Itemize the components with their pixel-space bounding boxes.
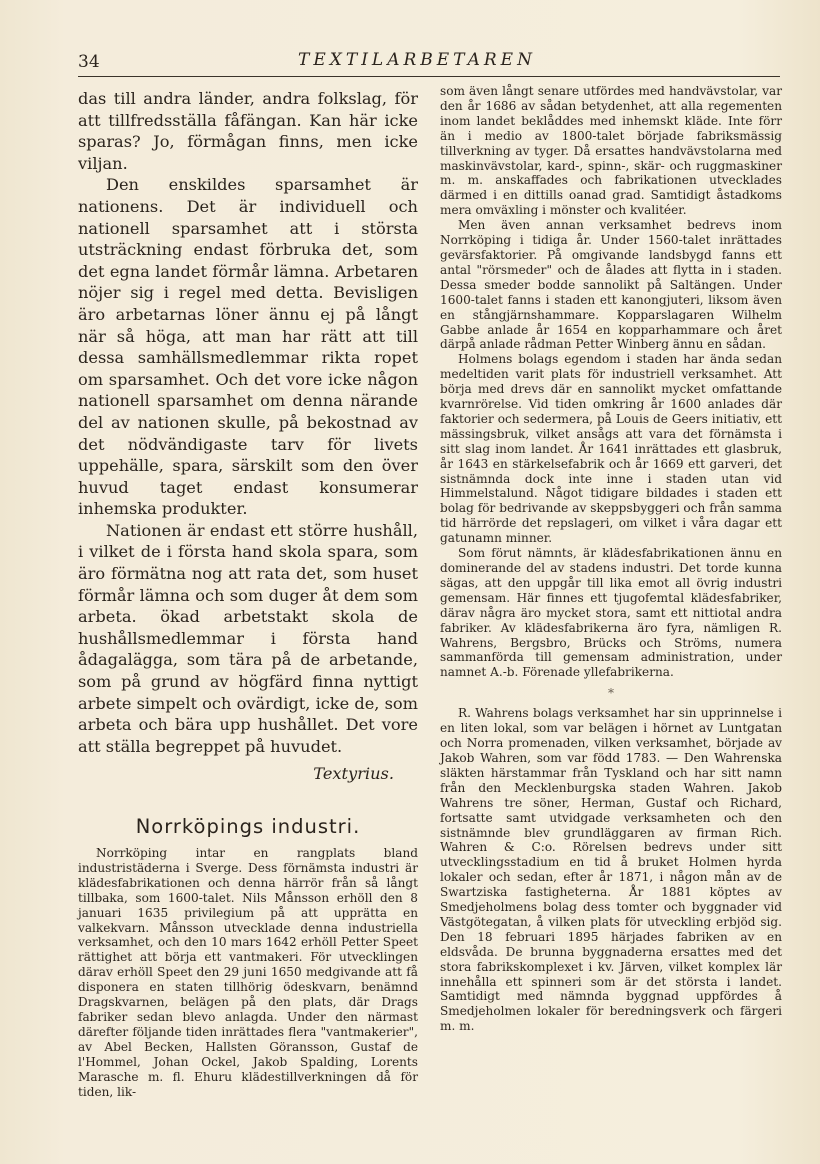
article-paragraph: Som förut nämnts, är klädesfabrikationen ännu en dominerande del av stadens industri. Det torde kunna sägas, att den uppgår till lika emot all övrig industri gemensam. Här finnes ett tjugofemtal klädesfabriker, därav några äro mycket stora, samt ett nittiotal andra fabriker. Av klädesfabrikerna äro fyra, nämligen R. Wahrens, Bergsbro, Brücks och Ströms, numera sammanförda till gemensam administration, under namnet A.-b. Förenade yllefabrikerna.	[440, 546, 782, 680]
article-paragraph: Holmens bolags egendom i staden har ända sedan medeltiden varit plats för industriell verksamhet. Att börja med drevs där en sannolikt mycket omfattande kvarnrörelse. Vid tiden omkring år 1600 anlades där faktorier och sedermera, på Louis de Geers initiativ, ett mässingsbruk, vilket ansågs att vara det förnämsta i sitt slag inom landet. År 1641 inrättades ett glasbruk, år 1643 en stärkelsefabrik och år 1669 ett garveri, det sistnämnda dock inte inne i staden utan vid Himmelstalund. Något tidigare bildades i staden ett bolag för bedrivande av skeppsbyggeri och från samma tid härrörde det repslageri, om vilket i våra dagar ett gatunamn minner.	[440, 352, 782, 546]
page-header	[78, 50, 780, 77]
page-number: 34	[78, 52, 100, 72]
article-paragraph: R. Wahrens bolags verksamhet har sin upprinnelse i en liten lokal, som var belägen i hörnet av Luntgatan och Norra promenaden, vilken verksamhet, började av Jakob Wahren, som var född 1783. — Den Wahrenska släkten härstammar från Tyskland och har sitt namn från den Mecklenburgska staden Wahren. Jakob Wahrens tre söner, Herman, Gustaf och Richard, fortsatte samt utvidgade verksamheten och den sistnämnde blev grundläggaren av firman Rich. Wahren & C:o. Rörelsen bedrevs under sitt utvecklingsstadium en tid å bruket Holmen hyrda lokaler och sedan, efter år 1871, i någon mån av de Swartziska fastigheterna. År 1881 köptes av Smedjeholmens bolag dess tomter och byggnader vid Västgötegatan, å vilken plats för utveckling erbjöd sig. Den 18 februari 1895 härjades fabriken av en eldsvåda. De brunna byggnaderna ersattes med det stora fabrikskomplexet i kv. Järven, vilket komplex lär innehålla ett spinneri som är det största i landet. Samtidigt med nämnda byggnad uppfördes å Smedjeholmen lokaler för beredningsverk och färgeri m. m.	[440, 706, 782, 1034]
essay-paragraph: das till andra länder, andra folkslag, för att tillfredsställa fåfängan. Kan här icke sparas? Jo, förmågan finns, men icke viljan.	[78, 89, 418, 173]
essay-paragraph: Nationen är endast ett större hushåll, i vilket de i första hand skola spara, som äro förmätna nog att rata det, som huset förmår lämna och som duger åt dem som arbeta. ökad arbetstakt skola de hushållsmedlemmar i första hand ådagalägga, som tära på de arbetande, som på grund av högfärd finna nyttigt arbete simpelt och ovärdigt, icke de, som arbeta och bära upp hushållet. Det vore att ställa begreppet på huvudet.	[78, 520, 418, 756]
article-right-column	[440, 84, 782, 1034]
essay-paragraph: Den enskildes sparsamhet är nationens. Det är individuell och nationell sparsamhet att i största utsträckning endast förbruka det, som det egna landet förmår lämna. Arbetaren nöjer sig i regel med detta. Bevisligen äro arbetarnas löner ännu ej på långt när så höga, att man har rätt att till dessa samhällsmedlemmar rikta ropet om sparsamhet. Och det vore icke någon nationell sparsamhet om denna närande del av nationen skulle, på bekostnad av det nödvändigaste tarv för livets uppehälle, spara, särskilt som den över huvud taget endast konsumerar inhemska produkter.	[78, 175, 418, 519]
article-paragraph: Men även annan verksamhet bedrevs inom Norrköping i tidiga år. Under 1560-talet inrättades gevärsfaktorier. På omgivande landsbygd fanns ett antal "rörsmeder" och de ålades att flytta in i staden. Dessa smeder bodde sannolikt på Saltängen. Under 1600-talet fanns i staden ett kanongjuteri, liksom även en stångjärnshammare. Kopparslagaren Wilhelm Gabbe anlade år 1654 en kopparhammare och året därpå anlade rådman Petter Winberg ännu en sådan.	[440, 218, 782, 352]
running-title: TEXTILARBETAREN	[298, 50, 536, 70]
article-paragraph: som även långt senare utfördes med handvävstolar, var den år 1686 av sådan betydenhet, att alla regementen inom landet beklåddes med inhemskt kläde. Inte förr än i medio av 1800-talet började fabriksmässig tillverkning av tyger. Då ersattes handvävstolarna med maskinvävstolar, kard-, spinn-, skär- och ruggmaskiner m. m. anskaffades och fabrikationen utvecklades därmed i en dittills oanad grad. Samtidigt åstadkoms mera omväxling i mönster och kvalitéer.	[440, 84, 782, 218]
article-paragraph: Norrköping intar en rangplats bland industristäderna i Sverge. Dess förnämsta industri är klädesfabrikationen och denna härrör från så långt tillbaka, som 1600-talet. Nils Månsson erhöll den 8 januari 1635 privilegium på att upprätta en valkekvarn. Månsson utvecklade denna industriella verksamhet, och den 10 mars 1642 erhöll Petter Speet rättighet att börja ett vantmakeri. För utvecklingen därav erhöll Speet den 29 juni 1650 medgivande att få disponera en staten tillhörig ödeskvarn, benämnd Dragskvarnen, belägen på den plats, där Drags fabriker sedan blevo anlagda. Under den närmast därefter följande tiden inrättades flera "vantmakerier", av Abel Becken, Hallsten Göransson, Gustaf de l'Hommel, Johan Ockel, Jakob Spalding, Lorents Marasche m. fl. Ehuru klädestillverkningen då för tiden, lik-	[78, 846, 418, 1099]
section-separator: *	[608, 686, 614, 701]
article-left-column	[78, 846, 418, 1099]
article-title: Norrköpings industri.	[135, 815, 361, 838]
essay-signature: Textyrius.	[313, 764, 394, 784]
left-column-essay	[78, 88, 418, 785]
